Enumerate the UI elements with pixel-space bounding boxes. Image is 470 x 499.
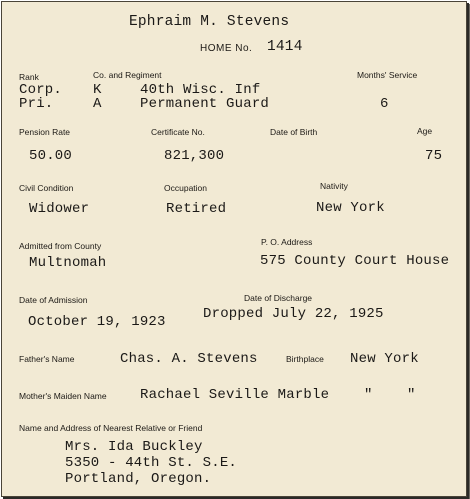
discharge-value: Dropped July 22, 1925 <box>203 306 384 322</box>
admission-value: October 19, 1923 <box>28 314 166 330</box>
certificate-label: Certificate No. <box>151 127 205 137</box>
ditto-mark-1: " <box>364 387 373 403</box>
discharge-label: Date of Discharge <box>244 293 313 303</box>
regiment-value-2: Permanent Guard <box>140 96 270 112</box>
civil-condition-label: Civil Condition <box>19 183 74 193</box>
pension-rate-value: 50.00 <box>29 148 73 164</box>
home-number-label: HOME No. <box>200 43 253 54</box>
age-label: Age <box>417 126 433 136</box>
admission-label: Date of Admission <box>19 295 88 305</box>
rank-value-1: Corp. <box>19 82 63 98</box>
father-value: Chas. A. Stevens <box>120 351 258 367</box>
ditto-mark-2: " <box>407 387 416 403</box>
birthplace-label: Birthplace <box>286 354 324 364</box>
relative-line-2: 5350 - 44th St. S.E. <box>65 455 238 471</box>
admitted-from-value: Multnomah <box>29 255 107 271</box>
relative-label: Name and Address of Nearest Relative or Friend <box>19 423 203 433</box>
months-service-value: 6 <box>380 96 389 112</box>
record-card <box>1 1 467 497</box>
company-value-2: A <box>93 96 102 112</box>
admitted-from-label: Admitted from County <box>19 241 102 251</box>
co-regiment-label: Co. and Regiment <box>93 70 162 80</box>
civil-condition-value: Widower <box>29 201 90 217</box>
relative-line-3: Portland, Oregon. <box>65 471 212 487</box>
nativity-value: New York <box>316 200 385 216</box>
occupation-label: Occupation <box>164 183 207 193</box>
father-label: Father's Name <box>19 354 75 364</box>
nativity-label: Nativity <box>320 181 348 191</box>
date-of-birth-label: Date of Birth <box>270 127 318 137</box>
po-address-label: P. O. Address <box>261 237 313 247</box>
age-value: 75 <box>425 148 443 164</box>
pension-rate-label: Pension Rate <box>19 127 71 137</box>
certificate-value: 821,300 <box>164 148 225 164</box>
rank-value-2: Pri. <box>19 96 54 112</box>
rank-label: Rank <box>19 72 39 82</box>
home-number-value: 1414 <box>267 39 303 55</box>
occupation-value: Retired <box>166 201 227 217</box>
member-name: Ephraim M. Stevens <box>129 14 290 30</box>
po-address-value: 575 County Court House <box>260 253 450 269</box>
company-value-1: K <box>93 82 102 98</box>
birthplace-value: New York <box>350 351 419 367</box>
mother-value: Rachael Seville Marble <box>140 387 330 403</box>
months-service-label: Months' Service <box>357 70 418 80</box>
regiment-value-1: 40th Wisc. Inf <box>140 82 261 98</box>
relative-line-1: Mrs. Ida Buckley <box>65 439 203 455</box>
mother-label: Mother's Maiden Name <box>19 391 107 401</box>
